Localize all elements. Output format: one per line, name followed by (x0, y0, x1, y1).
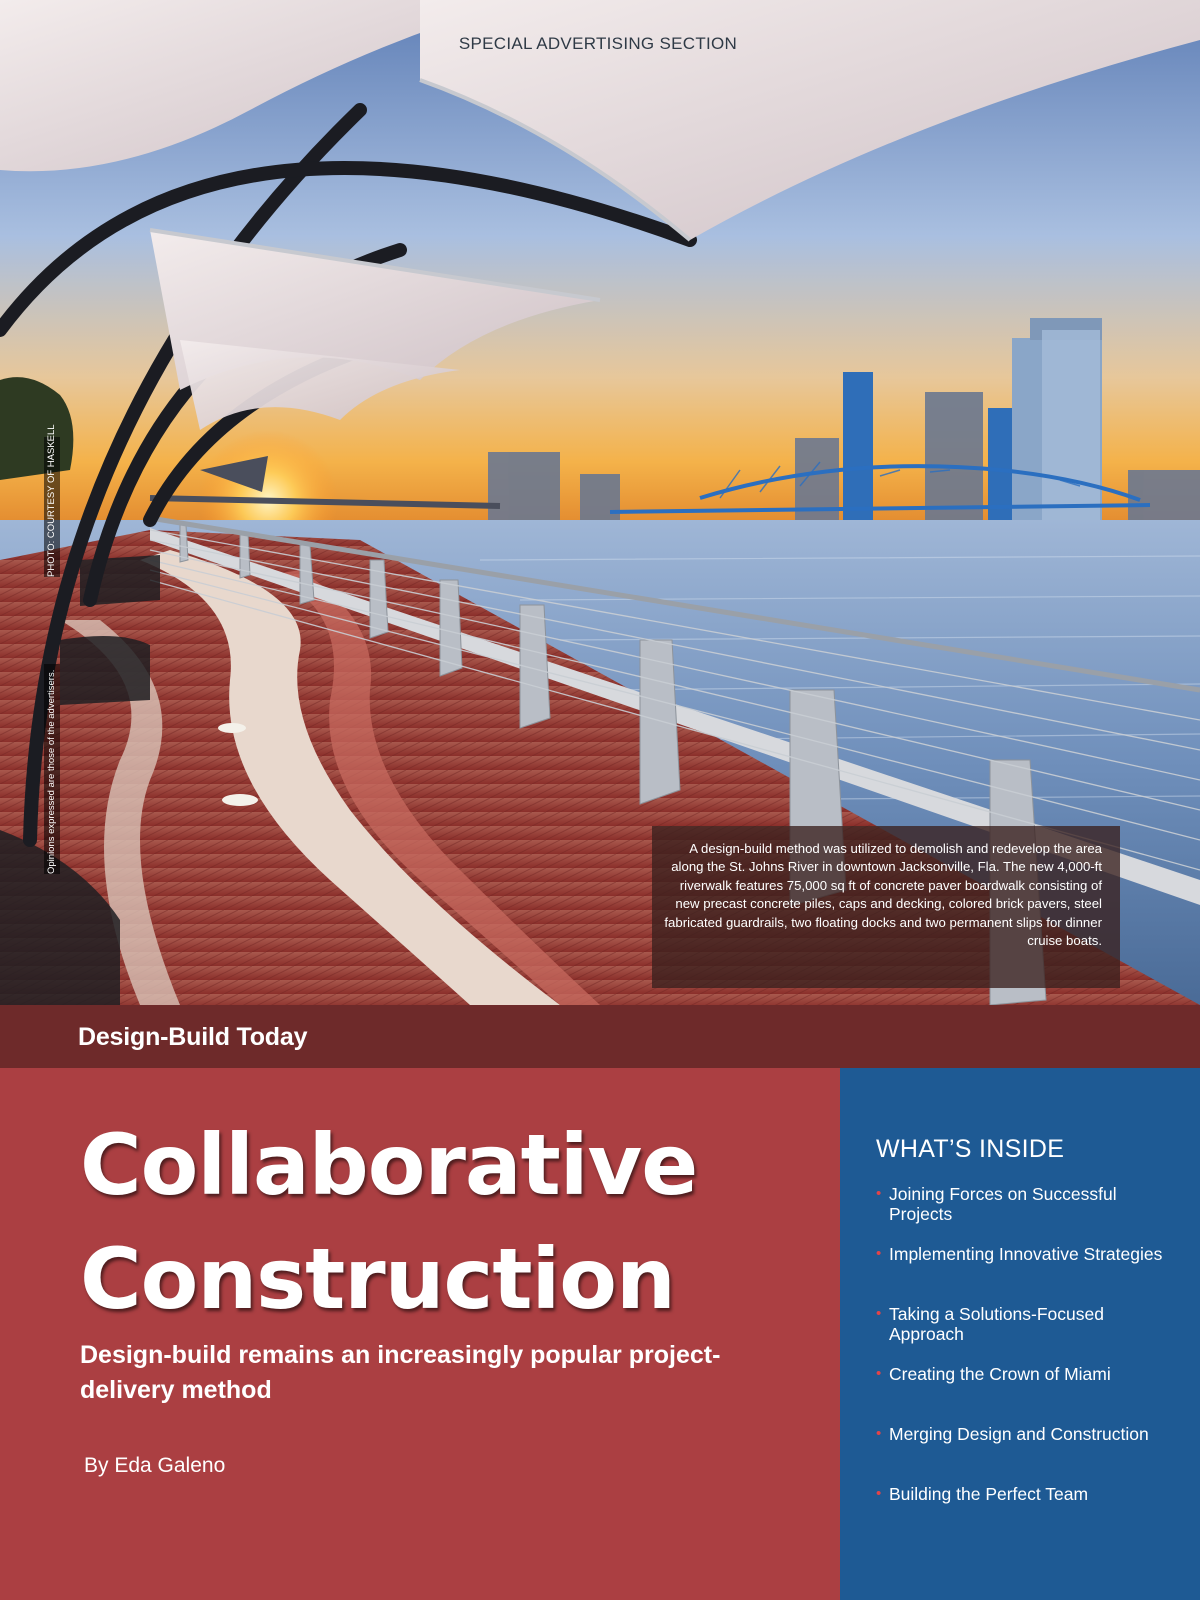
toc-item[interactable]: • Merging Design and Construction (876, 1424, 1149, 1444)
toc-item[interactable]: • Building the Perfect Team (876, 1484, 1089, 1504)
article-headline (80, 1108, 697, 1336)
headline-line-1: Collaborative (80, 1116, 698, 1214)
photo-credit: PHOTO: COURTESY OF HASKELL (44, 437, 60, 577)
toc-item[interactable]: • Implementing Innovative Strategies (876, 1244, 1163, 1264)
article-intro-panel (0, 1068, 840, 1600)
bullet-icon: • (876, 1245, 882, 1262)
bullet-icon: • (876, 1485, 882, 1502)
bullet-icon: • (876, 1185, 882, 1202)
article-byline: By Eda Galeno (84, 1454, 226, 1477)
article-dek: Design-build remains an increasingly popular project-delivery method (80, 1341, 721, 1404)
whats-inside-list (876, 1184, 1176, 1544)
bullet-icon: • (876, 1425, 882, 1442)
bullet-icon: • (876, 1365, 882, 1382)
toc-item[interactable]: • Creating the Crown of Miami (876, 1364, 1111, 1384)
special-advertising-section-label: SPECIAL ADVERTISING SECTION (458, 34, 738, 53)
series-title: Design-Build Today (78, 1023, 308, 1051)
headline-line-2: Construction (80, 1230, 675, 1328)
whats-inside-title: WHAT’S INSIDE (876, 1135, 1065, 1163)
toc-item[interactable]: • Joining Forces on Successful Projects (876, 1184, 1117, 1224)
photo-caption: A design-build method was utilized to demolish and redevelop the area along the St. Johns River in downtown Jacksonville, Fla. The new 4,000-ft riverwalk features 75,000 sq ft of concrete paver boardwalk consisting of new precast concrete piles, caps and decking, colored brick pavers, steel fabricated guardrails, two floating docks and two permanent slips for dinner cruise boats. (652, 826, 1120, 988)
section-band (0, 1005, 1200, 1068)
toc-item[interactable]: • Taking a Solutions-Focused Approach (876, 1304, 1104, 1344)
bullet-icon: • (876, 1305, 882, 1322)
whats-inside-sidebar (840, 1068, 1200, 1600)
advertiser-disclaimer: Opinions expressed are those of the advertisers. (44, 664, 60, 874)
